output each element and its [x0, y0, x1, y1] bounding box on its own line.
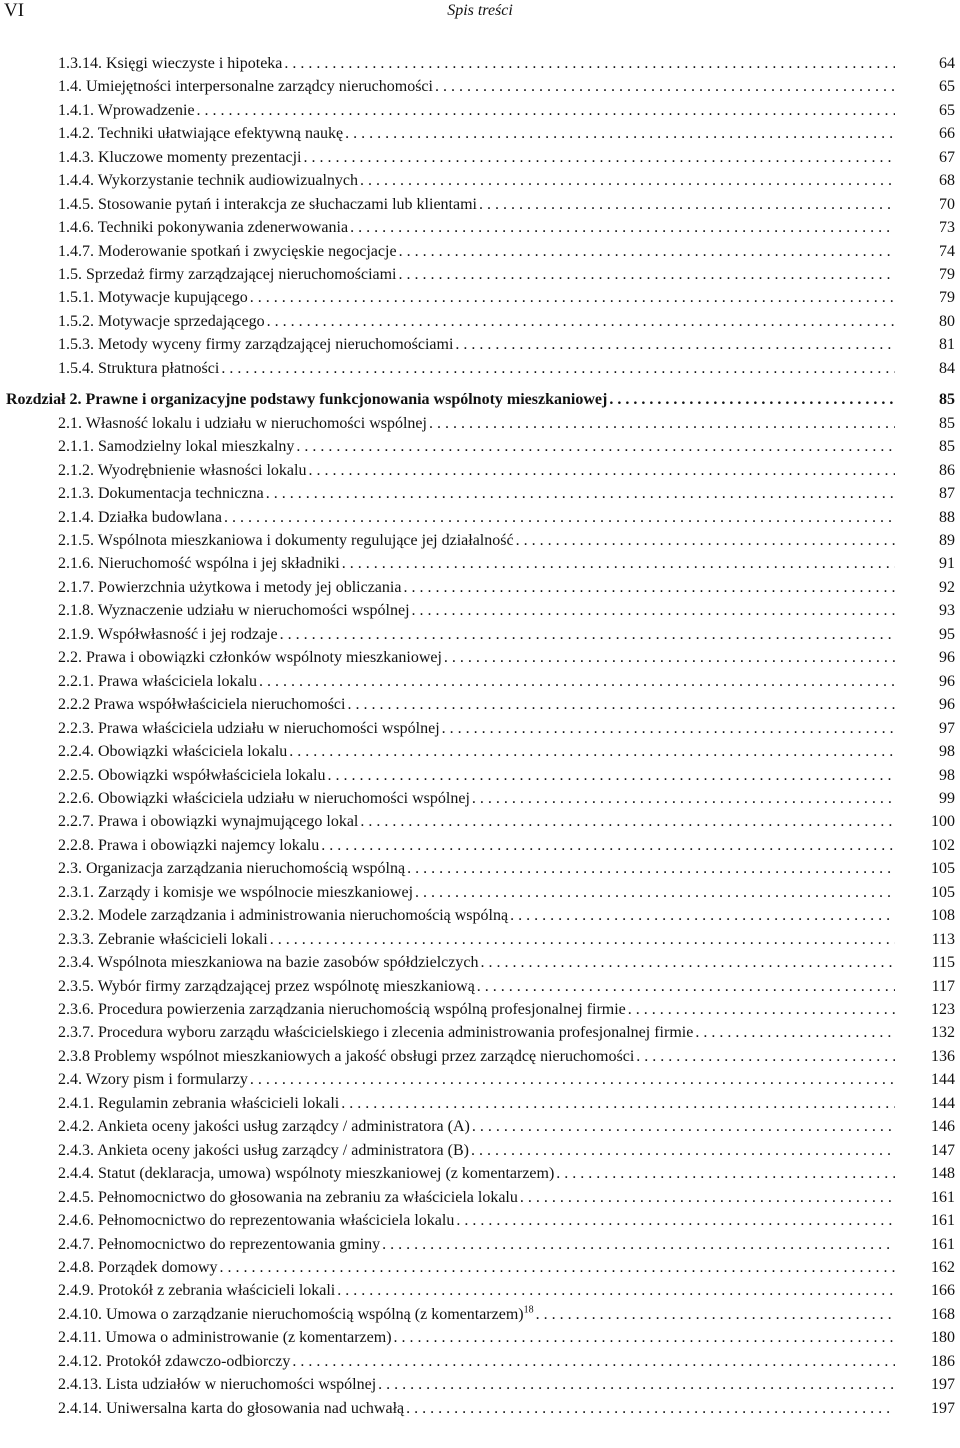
- toc-entry-page: 147: [931, 1142, 955, 1159]
- toc-entry-page: 108: [931, 907, 955, 924]
- toc-entry: [58, 1209, 955, 1232]
- toc-entry: [58, 1397, 955, 1420]
- toc-entry-page: 79: [939, 289, 955, 306]
- toc-entry: [58, 52, 955, 75]
- toc-leader-dots: [382, 1233, 895, 1256]
- toc-entry: [58, 1092, 955, 1115]
- toc-entry-label: 2.1.8. Wyznaczenie udziału w nieruchomości wspólnej: [58, 602, 410, 619]
- toc-leader-dots: [345, 122, 895, 145]
- toc-entry: [58, 1186, 955, 1209]
- toc-entry-page: 98: [939, 743, 955, 760]
- toc-entry: [58, 263, 955, 286]
- toc-leader-dots: [695, 1021, 895, 1044]
- toc-leader-dots: [321, 834, 895, 857]
- toc-entry: [58, 764, 955, 787]
- toc-leader-dots: [197, 99, 895, 122]
- toc-leader-dots: [556, 1162, 895, 1185]
- toc-entry-label: 2.4.2. Ankieta oceny jakości usług zarządcy / administratora (A): [58, 1118, 470, 1135]
- toc-leader-dots: [292, 1350, 895, 1373]
- toc-entry-label: 1.4.3. Kluczowe momenty prezentacji: [58, 149, 302, 166]
- toc-leader-dots: [337, 1279, 895, 1302]
- toc-entry-page: 85: [939, 438, 955, 455]
- toc-entry-page: 102: [931, 837, 955, 854]
- toc-leader-dots: [407, 857, 895, 880]
- toc-entry-page: 85: [939, 391, 955, 408]
- toc-entry: [58, 1021, 955, 1044]
- toc-entry-page: 197: [931, 1400, 955, 1417]
- toc-entry: [58, 740, 955, 763]
- toc-leader-dots: [266, 482, 895, 505]
- toc-entry-page: 97: [939, 720, 955, 737]
- toc-entry-label: 2.3.6. Procedura powierzenia zarządzania nieruchomością wspólną profesjonalnej firmie: [58, 1001, 626, 1018]
- toc-entry-label: 2.2.6. Obowiązki właściciela udziału w nieruchomości wspólnej: [58, 790, 470, 807]
- toc-entry: [58, 881, 955, 904]
- toc-entry: [58, 1373, 955, 1396]
- toc-entry-label: 2.2.2 Prawa współwłaściciela nieruchomości: [58, 696, 346, 713]
- toc-entry-page: 85: [939, 415, 955, 432]
- toc-entry: [58, 1279, 955, 1302]
- toc-entry-page: 67: [939, 149, 955, 166]
- toc-leader-dots: [270, 928, 895, 951]
- toc-leader-dots: [221, 357, 895, 380]
- toc-entry-label: 2.4.3. Ankieta oceny jakości usług zarządcy / administratora (B): [58, 1142, 469, 1159]
- toc-entry-label: 2.4.10. Umowa o zarządzanie nieruchomością wspólną (z komentarzem)$^{18}$: [58, 1304, 534, 1323]
- toc-entry-page: 96: [939, 649, 955, 666]
- page-number: VI: [4, 0, 25, 21]
- toc-leader-dots: [455, 333, 895, 356]
- toc-entry-label: 2.4.13. Lista udziałów w nieruchomości wspólnej: [58, 1376, 377, 1393]
- toc-entry: [58, 412, 955, 435]
- toc-entry-label: 2.2.8. Prawa i obowiązki najemcy lokalu: [58, 837, 320, 854]
- toc-entry-label: 2.1. Własność lokalu i udziału w nieruchomości wspólnej: [58, 415, 427, 432]
- toc-entry-page: 88: [939, 509, 955, 526]
- toc-entry-label: 1.4.2. Techniki ułatwiające efektywną naukę: [58, 125, 344, 142]
- toc-entry-label: 2.3.2. Modele zarządzania i administrowania nieruchomością wspólną: [58, 907, 509, 924]
- toc-leader-dots: [456, 1209, 895, 1232]
- toc-entry-page: 74: [939, 243, 955, 260]
- toc-leader-dots: [250, 1068, 895, 1091]
- toc-entry-page: 99: [939, 790, 955, 807]
- toc-leader-dots: [341, 1092, 895, 1115]
- toc-entry-page: 73: [939, 219, 955, 236]
- toc-entry-page: 84: [939, 360, 955, 377]
- toc-entry-page: 87: [939, 485, 955, 502]
- toc-entry-page: 117: [931, 978, 955, 995]
- toc-entry: [58, 717, 955, 740]
- toc-entry-page: 65: [939, 102, 955, 119]
- toc-entry: [58, 506, 955, 529]
- toc-entry: [58, 576, 955, 599]
- toc-leader-dots: [342, 552, 895, 575]
- toc-entry: [58, 552, 955, 575]
- toc-entry-label: 2.4.12. Protokół zdawczo-odbiorczy: [58, 1353, 291, 1370]
- toc-entry: [58, 928, 955, 951]
- toc-entry-label: 1.4.6. Techniki pokonywania zdenerwowania: [58, 219, 349, 236]
- toc-leader-dots: [510, 904, 895, 927]
- toc-entry-page: 70: [939, 196, 955, 213]
- toc-entry-label: 2.4.4. Statut (deklaracja, umowa) wspólnoty mieszkaniowej (z komentarzem): [58, 1165, 555, 1182]
- toc-leader-dots: [250, 286, 895, 309]
- toc-entry-label: 1.5.4. Struktura płatności: [58, 360, 220, 377]
- toc-entry-label: 2.4.7. Pełnomocnictwo do reprezentowania gminy: [58, 1236, 381, 1253]
- toc-entry-label: 2.4.8. Porządek domowy: [58, 1259, 218, 1276]
- toc-entry-label: 2.2.4. Obowiązki właściciela lokalu: [58, 743, 288, 760]
- toc-leader-dots: [520, 1186, 895, 1209]
- toc-entry-label: 2.1.6. Nieruchomość wspólna i jej składniki: [58, 555, 340, 572]
- toc-entry: [58, 286, 955, 309]
- toc-entry-label: 2.3.4. Wspólnota mieszkaniowa na bazie zasobów spółdzielczych: [58, 954, 479, 971]
- toc-leader-dots: [442, 717, 895, 740]
- toc-entry: [58, 975, 955, 998]
- toc-entry-page: 113: [931, 931, 955, 948]
- toc-entry-page: 123: [931, 1001, 955, 1018]
- toc-leader-dots: [399, 263, 896, 286]
- toc-entry: [58, 1139, 955, 1162]
- toc-entry-label: 2.3. Organizacja zarządzania nieruchomością wspólną: [58, 860, 406, 877]
- toc-entry-label: 1.4.4. Wykorzystanie technik audiowizualnych: [58, 172, 358, 189]
- toc-entry-label: 2.4.14. Uniwersalna karta do głosowania nad uchwałą: [58, 1400, 405, 1417]
- toc-entry-page: 161: [931, 1189, 955, 1206]
- toc-entry-label: 1.4. Umiejętności interpersonalne zarządcy nieruchomości: [58, 78, 433, 95]
- toc-leader-dots: [360, 810, 895, 833]
- toc-leader-dots: [303, 146, 895, 169]
- toc-entry: [58, 1256, 955, 1279]
- toc-entry: [58, 1233, 955, 1256]
- toc-entry-label: 2.4.1. Regulamin zebrania właścicieli lokali: [58, 1095, 340, 1112]
- toc-entry-label: 1.5.3. Metody wyceny firmy zarządzającej nieruchomościami: [58, 336, 454, 353]
- toc-entry-label: 2.2.5. Obowiązki współwłaściciela lokalu: [58, 767, 326, 784]
- toc-entry-label: 2.1.7. Powierzchnia użytkowa i metody jej obliczania: [58, 579, 402, 596]
- toc-leader-dots: [284, 52, 895, 75]
- toc-entry: [6, 388, 955, 411]
- toc-entry-page: 96: [939, 673, 955, 690]
- toc-entry-page: 91: [939, 555, 955, 572]
- toc-leader-dots: [224, 506, 895, 529]
- toc-entry-page: 162: [931, 1259, 955, 1276]
- toc-entry-page: 161: [931, 1236, 955, 1253]
- toc-leader-dots: [403, 576, 895, 599]
- toc-leader-dots: [479, 193, 895, 216]
- toc-entry-label: Rozdział 2. Prawne i organizacyjne podstawy funkcjonowania wspólnoty mieszkaniowej: [6, 391, 608, 408]
- toc-entry: [58, 787, 955, 810]
- toc-leader-dots: [412, 599, 895, 622]
- toc-entry-label: 1.5.1. Motywacje kupującego: [58, 289, 248, 306]
- toc-leader-dots: [435, 75, 895, 98]
- toc-leader-dots: [472, 787, 895, 810]
- toc-entry: [58, 646, 955, 669]
- toc-leader-dots: [267, 310, 895, 333]
- toc-entry: [58, 122, 955, 145]
- toc-leader-dots: [259, 670, 895, 693]
- toc-entry-label: 2.1.3. Dokumentacja techniczna: [58, 485, 264, 502]
- toc-entry-page: 86: [939, 462, 955, 479]
- toc-entry-label: 2.1.9. Współwłasność i jej rodzaje: [58, 626, 278, 643]
- toc-entry: [58, 1326, 955, 1349]
- toc-entry-label: 2.4.11. Umowa o administrowanie (z komentarzem): [58, 1329, 392, 1346]
- toc-entry: [58, 435, 955, 458]
- toc-leader-dots: [480, 951, 895, 974]
- toc-entry-page: 132: [931, 1024, 955, 1041]
- toc-entry: [58, 193, 955, 216]
- toc-entry: [58, 482, 955, 505]
- toc-entry: [58, 99, 955, 122]
- toc-leader-dots: [350, 216, 895, 239]
- toc-leader-dots: [609, 388, 895, 411]
- toc-entry: [58, 357, 955, 380]
- toc-entry-label: 1.4.7. Moderowanie spotkań i zwycięskie negocjacje: [58, 243, 397, 260]
- toc-entry-label: 1.3.14. Księgi wieczyste i hipoteka: [58, 55, 283, 72]
- toc-entry-page: 89: [939, 532, 955, 549]
- toc-entry-label: 1.4.1. Wprowadzenie: [58, 102, 195, 119]
- toc-entry-page: 166: [931, 1282, 955, 1299]
- toc-entry-label: 2.3.5. Wybór firmy zarządzającej przez wspólnotę mieszkaniową: [58, 978, 475, 995]
- toc-entry-page: 115: [931, 954, 955, 971]
- toc-entry: [58, 459, 955, 482]
- toc-leader-dots: [471, 1139, 895, 1162]
- toc-entry: [58, 998, 955, 1021]
- toc-entry-label: 2.3.1. Zarządy i komisje we wspólnocie mieszkaniowej: [58, 884, 414, 901]
- toc-entry-label: 2.1.5. Wspólnota mieszkaniowa i dokumenty regulujące jej działalność: [58, 532, 514, 549]
- toc-entry: [58, 857, 955, 880]
- toc-leader-dots: [280, 623, 895, 646]
- toc-entry: [58, 169, 955, 192]
- toc-entry-page: 186: [931, 1353, 955, 1370]
- toc-entry: [58, 1162, 955, 1185]
- toc-entry-page: 146: [931, 1118, 955, 1135]
- toc-entry-page: 65: [939, 78, 955, 95]
- toc-leader-dots: [220, 1256, 895, 1279]
- toc-entry-page: 66: [939, 125, 955, 142]
- toc-entry-page: 79: [939, 266, 955, 283]
- toc-entry-page: 197: [931, 1376, 955, 1393]
- toc-entry-label: 1.5.2. Motywacje sprzedającego: [58, 313, 265, 330]
- toc-entry-label: 2.2. Prawa i obowiązki członków wspólnoty mieszkaniowej: [58, 649, 442, 666]
- toc-entry-page: 168: [931, 1306, 955, 1323]
- toc-entry-label: 2.3.7. Procedura wyboru zarządu właścicielskiego i zlecenia administrowania profesjonalnej firmie: [58, 1024, 694, 1041]
- toc-entry-label: 2.1.2. Wyodrębnienie własności lokalu: [58, 462, 307, 479]
- toc-entry: [58, 333, 955, 356]
- toc-entry: [58, 529, 955, 552]
- toc-entry-label: 2.4.5. Pełnomocnictwo do głosowania na zebraniu za właściciela lokalu: [58, 1189, 518, 1206]
- toc-leader-dots: [636, 1045, 895, 1068]
- toc-entry-page: 68: [939, 172, 955, 189]
- toc-entry: [58, 1115, 955, 1138]
- toc-leader-dots: [415, 881, 895, 904]
- toc-leader-dots: [308, 459, 895, 482]
- toc-entry: [58, 693, 955, 716]
- toc-entry: [58, 810, 955, 833]
- toc-entry-label: 1.4.5. Stosowanie pytań i interakcja ze słuchaczami lub klientami: [58, 196, 477, 213]
- toc-entry: [58, 1045, 955, 1068]
- toc-entry: [58, 834, 955, 857]
- toc-entry-page: 80: [939, 313, 955, 330]
- toc-entry: [58, 146, 955, 169]
- toc-entry-page: 96: [939, 696, 955, 713]
- toc-leader-dots: [477, 975, 895, 998]
- footnote-marker: 18: [523, 1304, 534, 1316]
- toc-entry-page: 98: [939, 767, 955, 784]
- toc-entry: [58, 310, 955, 333]
- toc-entry-page: 144: [931, 1071, 955, 1088]
- toc-leader-dots: [296, 435, 895, 458]
- toc-leader-dots: [378, 1373, 895, 1396]
- page-header: [0, 0, 960, 24]
- toc-entry-page: 95: [939, 626, 955, 643]
- toc-leader-dots: [536, 1303, 895, 1326]
- toc-entry-page: 93: [939, 602, 955, 619]
- toc-entry-page: 136: [931, 1048, 955, 1065]
- toc-entry-label: 2.3.3. Zebranie właścicieli lokali: [58, 931, 268, 948]
- toc-entry: [58, 599, 955, 622]
- toc-entry: [58, 623, 955, 646]
- toc-leader-dots: [516, 529, 895, 552]
- toc-entry: [58, 216, 955, 239]
- toc-entry-page: 100: [931, 813, 955, 830]
- toc-leader-dots: [360, 169, 895, 192]
- toc-entry-label: 2.2.3. Prawa właściciela udziału w nieruchomości wspólnej: [58, 720, 440, 737]
- toc-entry-label: 2.2.1. Prawa właściciela lokalu: [58, 673, 258, 690]
- toc-entry-page: 105: [931, 860, 955, 877]
- toc-leader-dots: [444, 646, 895, 669]
- toc-entry-label: 2.4.9. Protokół z zebrania właścicieli lokali: [58, 1282, 336, 1299]
- toc-leader-dots: [289, 740, 895, 763]
- toc-leader-dots: [347, 693, 895, 716]
- toc-entry-page: 81: [939, 336, 955, 353]
- toc-entry-label: 2.4.6. Pełnomocnictwo do reprezentowania właściciela lokalu: [58, 1212, 455, 1229]
- toc-entry-label: 2.4. Wzory pism i formularzy: [58, 1071, 248, 1088]
- toc-entry-page: 64: [939, 55, 955, 72]
- toc-entry-page: 92: [939, 579, 955, 596]
- toc-entry: [58, 904, 955, 927]
- toc-entry-page: 161: [931, 1212, 955, 1229]
- toc-entry: [58, 1303, 955, 1326]
- toc-leader-dots: [399, 240, 895, 263]
- toc-entry-page: 105: [931, 884, 955, 901]
- toc-entry: [58, 1350, 955, 1373]
- toc-entry-page: 148: [931, 1165, 955, 1182]
- toc-leader-dots: [406, 1397, 895, 1420]
- toc-entry-label: 2.1.1. Samodzielny lokal mieszkalny: [58, 438, 295, 455]
- running-title: Spis treści: [447, 2, 513, 19]
- toc-leader-dots: [628, 998, 895, 1021]
- toc-leader-dots: [394, 1326, 895, 1349]
- toc-entry: [58, 670, 955, 693]
- toc-entry-label: 1.5. Sprzedaż firmy zarządzającej nieruchomościami: [58, 266, 397, 283]
- toc-entry-label: 2.2.7. Prawa i obowiązki wynajmującego lokal: [58, 813, 359, 830]
- toc-entry-label: 2.3.8 Problemy wspólnot mieszkaniowych a jakość obsługi przez zarządcę nieruchomości: [58, 1048, 635, 1065]
- toc-leader-dots: [472, 1115, 895, 1138]
- toc-entry: [58, 75, 955, 98]
- toc-entry: [58, 240, 955, 263]
- toc-leader-dots: [328, 764, 896, 787]
- toc-entry: [58, 1068, 955, 1091]
- toc-leader-dots: [429, 412, 895, 435]
- toc-entry-label: 2.1.4. Działka budowlana: [58, 509, 222, 526]
- toc-entry-page: 180: [931, 1329, 955, 1346]
- toc-entry-page: 144: [931, 1095, 955, 1112]
- toc-entry: [58, 951, 955, 974]
